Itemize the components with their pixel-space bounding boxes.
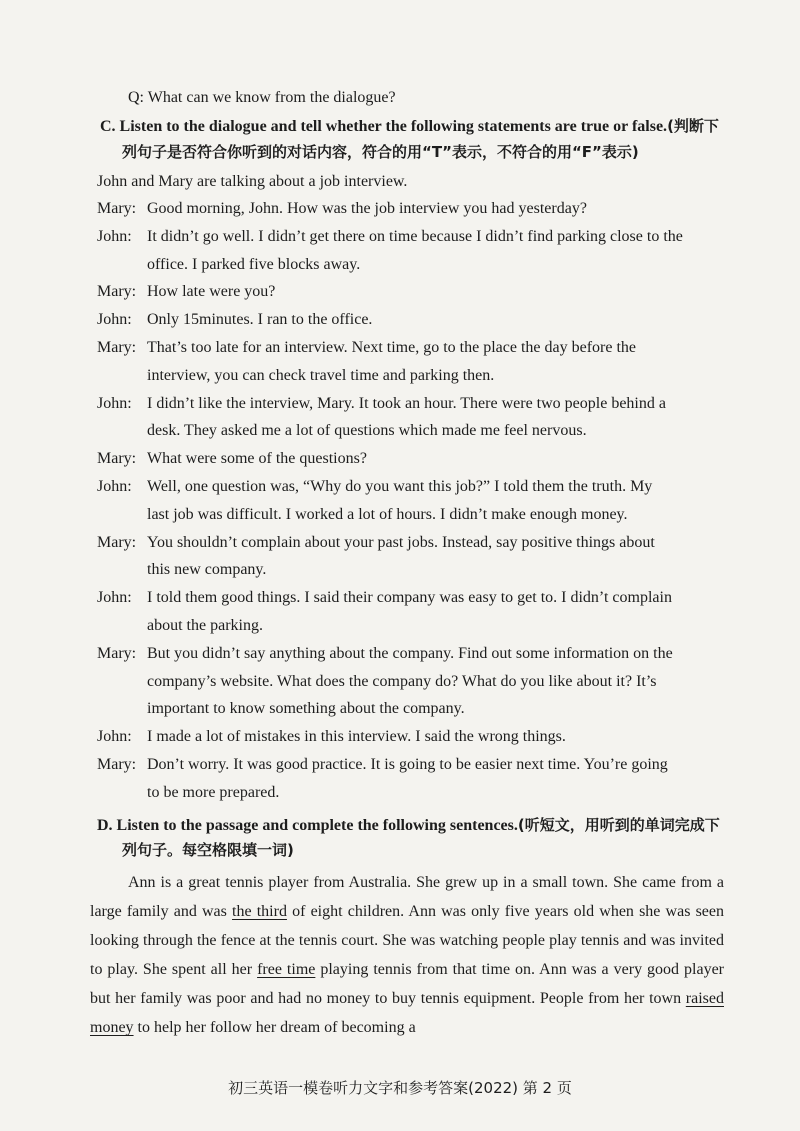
section-d-heading-cont: 列句子。每空格限填一词)	[122, 841, 294, 859]
page-footer: 初三英语一模卷听力文字和参考答案(2022) 第 2 页	[228, 1079, 572, 1097]
speaker-label: John:	[97, 228, 132, 245]
speaker-label: Mary:	[97, 645, 137, 662]
dialogue-line	[97, 727, 566, 747]
speaker-label: Mary:	[97, 339, 137, 356]
speaker-label: Mary:	[97, 756, 137, 773]
passage-text-4: to help her follow her dream of becoming a	[133, 1019, 416, 1036]
dialogue-line	[97, 644, 673, 664]
dialogue-text: I didn’t like the interview, Mary. It took an hour. There were two people behind a	[147, 395, 666, 412]
speaker-label: John:	[97, 589, 132, 606]
dialogue-line	[147, 699, 465, 719]
dialogue-line	[97, 588, 672, 608]
speaker-label: Mary:	[97, 200, 137, 217]
answer-blank-2: free time	[257, 961, 316, 978]
speaker-label: John:	[97, 478, 132, 495]
dialogue-line	[147, 560, 266, 580]
dialogue-intro: John and Mary are talking about a job interview.	[97, 173, 408, 190]
speaker-label: John:	[97, 311, 132, 328]
dialogue-line	[147, 255, 360, 275]
dialogue-text: interview, you can check travel time and parking then.	[147, 367, 495, 384]
dialogue-line	[147, 366, 494, 386]
section-c-heading	[100, 116, 719, 137]
dialogue-text: I told them good things. I said their company was easy to get to. I didn’t complain	[147, 589, 672, 606]
dialogue-text: Only 15minutes. I ran to the office.	[147, 311, 373, 328]
speaker-label: Mary:	[97, 534, 137, 551]
dialogue-line	[97, 227, 683, 247]
dialogue-line	[147, 505, 628, 525]
dialogue-line	[97, 338, 636, 358]
dialogue-line	[147, 672, 657, 692]
dialogue-text: Good morning, John. How was the job interview you had yesterday?	[147, 200, 587, 217]
dialogue-text: How late were you?	[147, 283, 276, 300]
section-d-heading	[97, 815, 720, 836]
section-d-heading-en: D. Listen to the passage and complete the following sentences.	[97, 817, 518, 834]
dialogue-line	[97, 199, 587, 219]
speaker-label: John:	[97, 395, 132, 412]
dialogue-text: I made a lot of mistakes in this interview. I said the wrong things.	[147, 728, 566, 745]
dialogue-line	[97, 449, 367, 469]
passage	[90, 868, 724, 1042]
dialogue-text: But you didn’t say anything about the company. Find out some information on the	[147, 645, 673, 662]
dialogue-text: last job was difficult. I worked a lot of hours. I didn’t make enough money.	[147, 506, 628, 523]
dialogue-text: important to know something about the company.	[147, 700, 465, 717]
dialogue-line	[97, 755, 668, 775]
dialogue-text: about the parking.	[147, 617, 263, 634]
dialogue-text: company’s website. What does the company do? What do you like about it? It’s	[147, 673, 657, 690]
answer-blank-3: raised money	[90, 990, 724, 1036]
dialogue-text: That’s too late for an interview. Next time, go to the place the day before the	[147, 339, 637, 356]
dialogue-line	[97, 533, 655, 553]
dialogue-text: What were some of the questions?	[147, 450, 367, 467]
dialogue-line	[147, 616, 263, 636]
dialogue-line	[97, 310, 372, 330]
dialogue-line	[147, 783, 279, 803]
speaker-label: Mary:	[97, 450, 137, 467]
dialogue-text: Don’t worry. It was good practice. It is going to be easier next time. You’re going	[147, 756, 668, 773]
dialogue-text: this new company.	[147, 561, 267, 578]
question-line: Q: What can we know from the dialogue?	[128, 89, 396, 106]
dialogue-line	[97, 394, 666, 414]
passage-text-1: Ann is a great tennis player from Australia. She grew up in a small town. She came from a large family and was	[90, 874, 724, 920]
section-d-heading-cn: (听短文，用听到的单词完成下	[517, 816, 720, 834]
answer-blank-1: the third	[232, 903, 287, 920]
dialogue-text: office. I parked five blocks away.	[147, 256, 361, 273]
dialogue-text: desk. They asked me a lot of questions which made me feel nervous.	[147, 422, 587, 439]
section-c-heading-en: C. Listen to the dialogue and tell whether the following statements are true or false.	[100, 118, 668, 135]
section-c-heading-cn: (判断下	[667, 117, 719, 135]
dialogue-text: It didn’t go well. I didn’t get there on time because I didn’t find parking close to the	[147, 228, 683, 245]
dialogue-text: Well, one question was, “Why do you want this job?” I told them the truth. My	[147, 478, 653, 495]
dialogue-line	[97, 282, 275, 302]
passage-text-2: of eight children. Ann was only five years old when she was seen looking through the fence at the tennis court. She was watching people play tennis and was invited to play. She spent all her	[90, 903, 724, 978]
dialogue-text: You shouldn’t complain about your past jobs. Instead, say positive things about	[147, 534, 655, 551]
dialogue-text: to be more prepared.	[147, 784, 280, 801]
dialogue-line	[97, 477, 652, 497]
speaker-label: John:	[97, 728, 132, 745]
passage-text-3: playing tennis from that time on. Ann was a very good player but her family was poor and had no money to buy tennis equipment. People from her town	[90, 961, 725, 1007]
dialogue-line	[147, 421, 587, 441]
speaker-label: Mary:	[97, 283, 137, 300]
section-c-heading-cont: 列句子是否符合你听到的对话内容，符合的用“T”表示，不符合的用“F”表示)	[122, 143, 639, 161]
